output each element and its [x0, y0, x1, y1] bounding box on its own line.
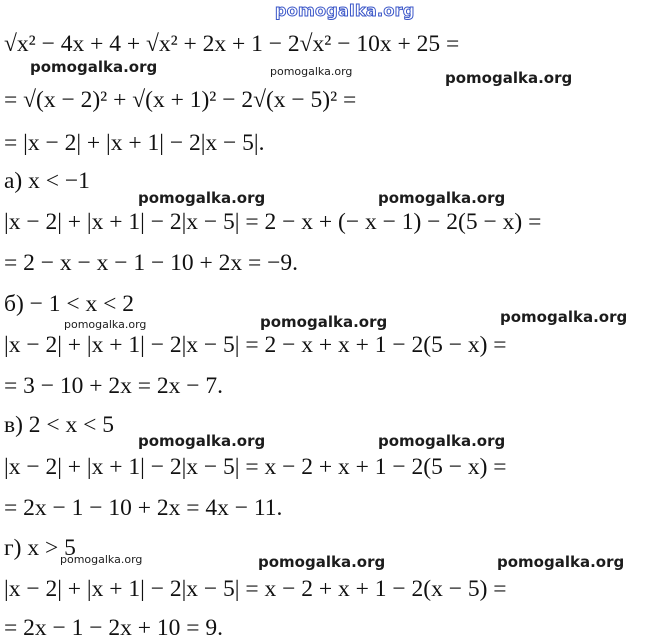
- watermark: pomogalka.org: [500, 308, 628, 326]
- case-d-line-1: |x − 2| + |x + 1| − 2|x − 5| = x − 2 + x + 1 − 2(x − 5) =: [4, 576, 507, 602]
- watermark: pomogalka.org: [445, 69, 573, 87]
- watermark: pomogalka.org: [64, 318, 147, 331]
- solution-line-1: √x² − 4x + 4 + √x² + 2x + 1 − 2√x² − 10x + 25 =: [4, 31, 460, 57]
- watermark: pomogalka.org: [497, 553, 625, 571]
- case-d-label: г) x > 5: [4, 535, 76, 561]
- header-watermark: pomogalka.org: [275, 1, 415, 20]
- solution-line-2: = √(x − 2)² + √(x + 1)² − 2√(x − 5)² =: [4, 87, 357, 113]
- watermark: pomogalka.org: [138, 189, 266, 207]
- case-b-label: б) − 1 < x < 2: [4, 291, 135, 317]
- case-b-line-2: = 3 − 10 + 2x = 2x − 7.: [4, 373, 224, 399]
- watermark: pomogalka.org: [378, 432, 506, 450]
- case-c-label: в) 2 < x < 5: [4, 412, 115, 438]
- case-a-line-2: = 2 − x − x − 1 − 10 + 2x = −9.: [4, 250, 299, 276]
- watermark: pomogalka.org: [270, 65, 353, 78]
- case-c-line-1: |x − 2| + |x + 1| − 2|x − 5| = x − 2 + x + 1 − 2(5 − x) =: [4, 454, 507, 480]
- case-a-line-1: |x − 2| + |x + 1| − 2|x − 5| = 2 − x + (− x − 1) − 2(5 − x) =: [4, 209, 542, 235]
- case-b-line-1: |x − 2| + |x + 1| − 2|x − 5| = 2 − x + x + 1 − 2(5 − x) =: [4, 332, 507, 358]
- watermark: pomogalka.org: [260, 313, 388, 331]
- watermark: pomogalka.org: [60, 553, 143, 566]
- case-d-line-2: = 2x − 1 − 2x + 10 = 9.: [4, 615, 224, 641]
- solution-line-3: = |x − 2| + |x + 1| − 2|x − 5|.: [4, 130, 265, 156]
- watermark: pomogalka.org: [30, 58, 158, 76]
- watermark: pomogalka.org: [378, 189, 506, 207]
- case-c-line-2: = 2x − 1 − 10 + 2x = 4x − 11.: [4, 495, 283, 521]
- watermark: pomogalka.org: [138, 432, 266, 450]
- case-a-label: а) x < −1: [4, 168, 90, 194]
- watermark: pomogalka.org: [258, 553, 386, 571]
